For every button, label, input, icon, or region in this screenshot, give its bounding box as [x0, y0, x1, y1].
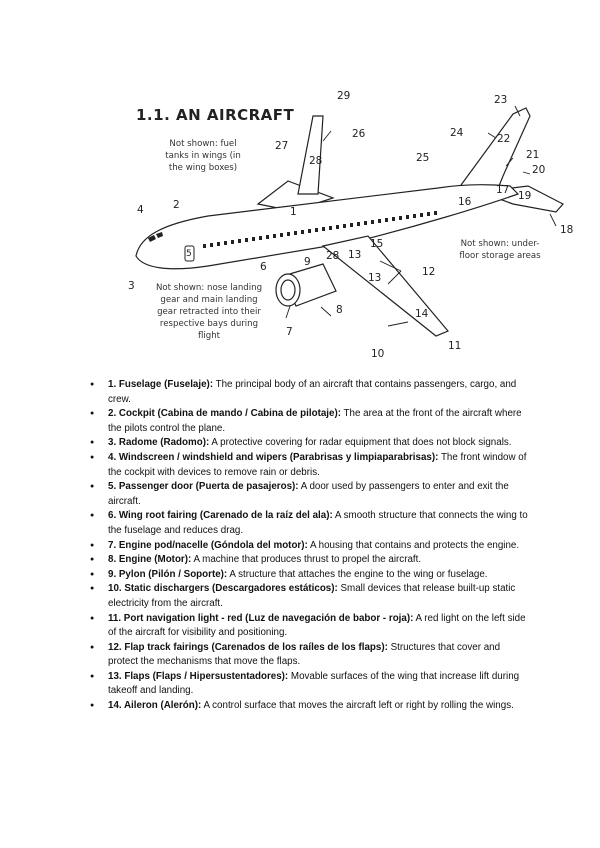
callout-16: 16: [458, 196, 472, 208]
callout-24: 24: [450, 127, 464, 139]
callout-7: 7: [286, 326, 293, 338]
callout-25: 25: [416, 152, 430, 164]
list-item: ● 13. Flaps (Flaps / Hipersustentadores): Movable surfaces of the wing that increase lift during takeoff and landing.: [90, 670, 530, 699]
aircraft-diagram: [118, 86, 578, 376]
callout-5: 5: [186, 249, 192, 259]
callout-4: 4: [137, 204, 144, 216]
list-item: ● 7. Engine pod/nacelle (Góndola del motor): A housing that contains and protects the engine.: [90, 539, 530, 554]
callout-14: 14: [415, 308, 429, 320]
figure-title: 1.1. AN AIRCRAFT: [136, 106, 295, 124]
list-item: ● 9. Pylon (Pilón / Soporte): A structure that attaches the engine to the wing or fuselage.: [90, 568, 530, 583]
callout-13: 13: [348, 249, 362, 261]
note-fuel-tanks: Not shown: fuel tanks in wings (in the wing boxes): [165, 139, 241, 173]
list-item: ● 1. Fuselage (Fuselaje): The principal body of an aircraft that contains passengers, cargo, and crew.: [90, 378, 530, 407]
callout-18: 18: [560, 224, 574, 236]
callout-17: 17: [496, 184, 510, 196]
callout-29: 29: [337, 90, 351, 102]
near-wing: [323, 236, 448, 336]
callout-20: 20: [532, 164, 546, 176]
list-item: ● 10. Static dischargers (Descargadores estáticos): Small devices that release built-up static electricity from the aircraft.: [90, 582, 530, 611]
callout-2: 2: [173, 199, 180, 211]
callout-28b: 28: [326, 250, 340, 262]
callout-9: 9: [304, 256, 311, 268]
list-item: ● 6. Wing root fairing (Carenado de la raíz del ala): A smooth structure that connects the wing to the fuselage and reduces drag.: [90, 509, 530, 538]
list-item: ● 2. Cockpit (Cabina de mando / Cabina de pilotaje): The area at the front of the aircraft where the pilots control the plane.: [90, 407, 530, 436]
list-item: ● 3. Radome (Radomo): A protective covering for radar equipment that does not block signals.: [90, 436, 530, 451]
callout-11: 11: [448, 340, 462, 352]
callout-23: 23: [494, 94, 508, 106]
list-item: ● 5. Passenger door (Puerta de pasajeros): A door used by passengers to enter and exit the aircraft.: [90, 480, 530, 509]
callout-22: 22: [497, 133, 511, 145]
callout-13b: 13: [368, 272, 382, 284]
list-item: ● 4. Windscreen / windshield and wipers (Parabrisas y limpiaparabrisas): The front window of the cockpit with devices to remove rain or debris.: [90, 451, 530, 480]
callout-10: 10: [371, 348, 385, 360]
note-storage-areas: Not shown: under- floor storage areas: [459, 239, 541, 261]
list-item: ● 14. Aileron (Alerón): A control surface that moves the aircraft left or right by rolling the wings.: [90, 699, 530, 714]
callout-1: 1: [290, 206, 297, 218]
callout-3: 3: [128, 280, 135, 292]
list-item: ● 8. Engine (Motor): A machine that produces thrust to propel the aircraft.: [90, 553, 530, 568]
callout-28: 28: [309, 155, 323, 167]
callout-21: 21: [526, 149, 540, 161]
callout-19: 19: [518, 190, 532, 202]
note-landing-gear: Not shown: nose landing gear and main landing gear retracted into their respective bays during flight: [155, 283, 263, 341]
callout-12: 12: [422, 266, 436, 278]
list-item: ● 12. Flap track fairings (Carenados de los raíles de los flaps): Structures that cover and protect the mechanisms that move the flaps.: [90, 641, 530, 670]
list-item: ● 11. Port navigation light - red (Luz de navegación de babor - roja): A red light on the left side of the aircraft for visibility and positioning.: [90, 612, 530, 641]
callout-27: 27: [275, 140, 289, 152]
callout-26: 26: [352, 128, 366, 140]
callout-8: 8: [336, 304, 343, 316]
callout-6: 6: [260, 261, 267, 273]
parts-legend: [90, 378, 530, 714]
callout-15: 15: [370, 238, 384, 250]
